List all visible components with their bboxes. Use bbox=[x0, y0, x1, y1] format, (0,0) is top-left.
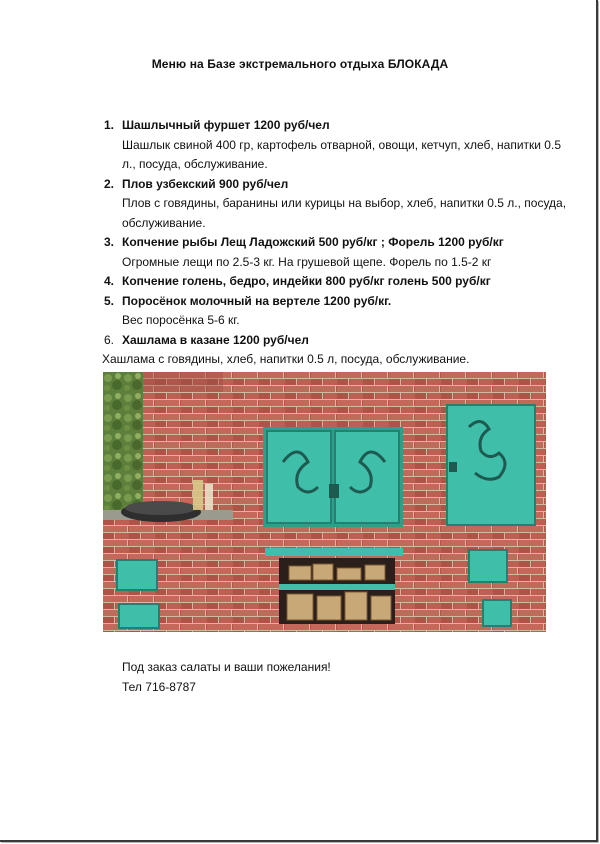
page-title: Меню на Базе экстремального отдыха БЛОКАДА bbox=[151, 57, 449, 71]
menu-item-description: Плов с говядины, баранины или курицы на выбор, хлеб, напитки 0.5 л., посуда, обслуживание. bbox=[122, 196, 567, 230]
menu-item-title: 5. Поросёнок молочный на вертеле 1200 руб/кг. bbox=[104, 293, 392, 308]
menu-item-description: Шашлык свиной 400 гр, картофель отварной, овощи, кетчуп, хлеб, напитки 0.5 л., посуда, обслуживание. bbox=[122, 137, 561, 171]
menu-item-description: Вес поросёнка 5-6 кг. bbox=[122, 313, 240, 327]
phone-number: Тел 716-8787 bbox=[122, 680, 196, 694]
menu-item bbox=[104, 292, 574, 331]
order-note: Под заказ салаты и ваши пожелания! bbox=[122, 660, 331, 674]
menu-item bbox=[104, 331, 574, 370]
menu-list bbox=[104, 116, 574, 370]
menu-item-description: Хашлама с говядины, хлеб, напитки 0.5 л, посуда, обслуживание. bbox=[102, 352, 470, 366]
menu-item bbox=[104, 116, 574, 175]
menu-item-title: 2. Плов узбекский 900 руб/чел bbox=[104, 176, 289, 191]
menu-item-description: Огромные лещи по 2.5-3 кг. На грушевой щепе. Форель по 1.5-2 кг bbox=[122, 254, 492, 269]
menu-item bbox=[104, 175, 574, 234]
menu-item-title: 6. Хашлама в казане 1200 руб/чел bbox=[104, 332, 309, 347]
menu-item-title: 4. Копчение голень, бедро, индейки 800 руб/кг голень 500 руб/кг bbox=[104, 274, 491, 288]
menu-item bbox=[104, 272, 574, 292]
menu-item-title: 1. Шашлычный фуршет 1200 руб/чел bbox=[104, 118, 330, 132]
menu-item bbox=[104, 233, 574, 272]
menu-item-title: 3. Копчение рыбы Лещ Ладожский 500 руб/кг ; Форель 1200 руб/кг bbox=[104, 235, 504, 249]
stove-photo bbox=[103, 372, 546, 632]
footer bbox=[122, 657, 331, 697]
